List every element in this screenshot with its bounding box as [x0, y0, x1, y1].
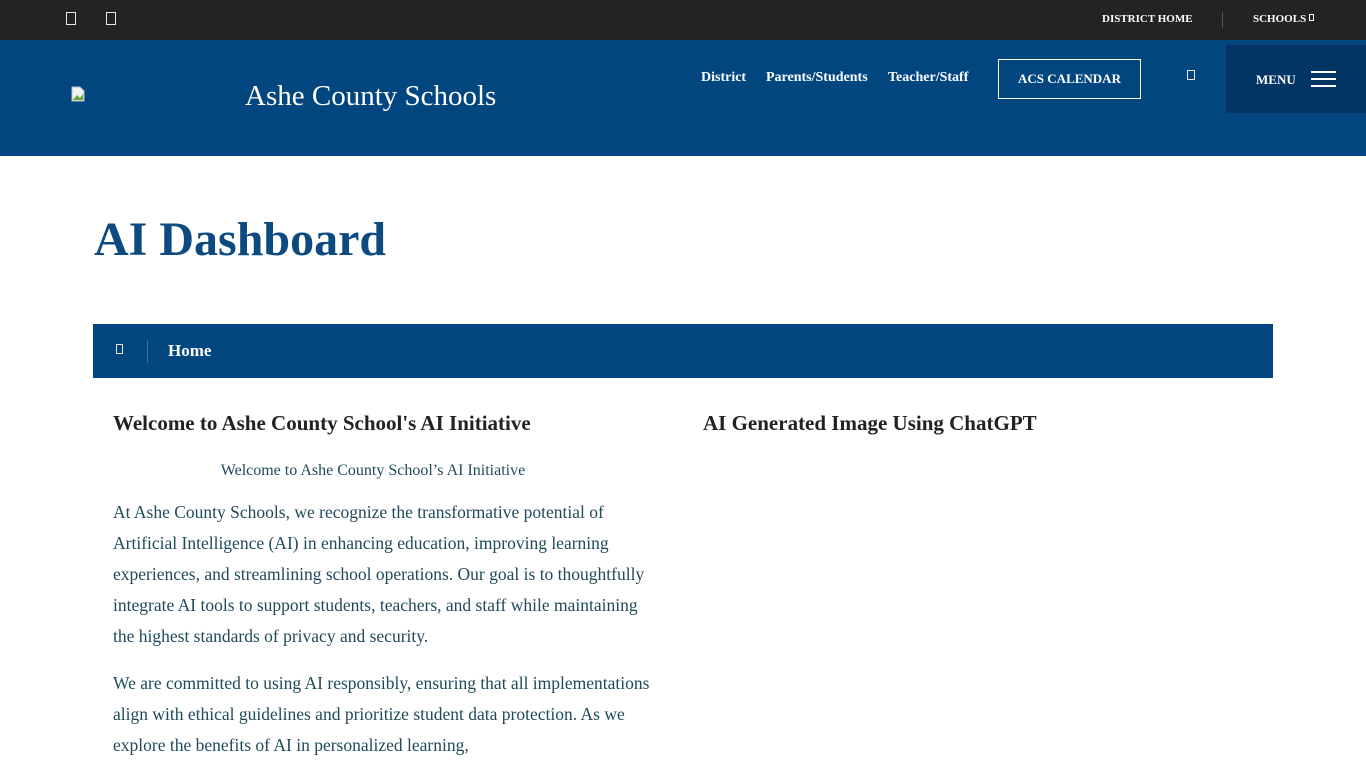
social-icon[interactable]: [106, 12, 116, 25]
nav-district[interactable]: District: [701, 70, 747, 85]
intro-paragraph: At Ashe County Schools, we recognize the transformative potential of Artificial Intelligence (AI) in enhancing education, improving learning experiences, and streamlining school operations. Our goal is to thoughtfully integrate AI tools to support students, teachers, and staff while maintaining the highest standards of privacy and security.: [113, 502, 645, 646]
search-icon[interactable]: [1187, 70, 1195, 80]
schools-dropdown[interactable]: [1253, 13, 1314, 25]
home-icon[interactable]: [116, 344, 123, 354]
menu-label: MENU: [1256, 72, 1296, 87]
ai-image-section: [703, 408, 1263, 439]
acs-calendar-button[interactable]: ACS CALENDAR: [998, 59, 1141, 99]
breadcrumb-current: Home: [168, 341, 212, 360]
district-home-link[interactable]: DISTRICT HOME: [1102, 13, 1193, 25]
welcome-subtitle: Welcome to Ashe County School’s AI Initiative: [220, 462, 526, 479]
site-title[interactable]: Ashe County Schools: [245, 80, 497, 112]
menu-button[interactable]: [1226, 45, 1366, 113]
broken-image-icon[interactable]: [70, 86, 86, 102]
nav-teacher-staff[interactable]: Teacher/Staff: [888, 70, 969, 85]
top-utility-bar: [0, 0, 1366, 40]
hamburger-icon: [1311, 71, 1336, 87]
site-header: [0, 40, 1366, 156]
breadcrumb: [93, 324, 1273, 378]
commitment-paragraph: We are committed to using AI responsibly, ensuring that all implementations align with ethical guidelines and prioritize student data protection. As we explore the benefits of AI in personalized learning,: [113, 673, 650, 755]
welcome-heading: Welcome to Ashe County School's AI Initiative: [113, 411, 531, 435]
social-icon[interactable]: [66, 12, 76, 25]
nav-parents-students[interactable]: Parents/Students: [766, 70, 868, 85]
topbar-divider: [1222, 12, 1223, 28]
dropdown-caret-icon: [1309, 14, 1314, 21]
breadcrumb-divider: [147, 340, 148, 363]
ai-image-heading: AI Generated Image Using ChatGPT: [703, 411, 1037, 435]
schools-label: SCHOOLS: [1253, 13, 1307, 25]
page-title: AI Dashboard: [94, 213, 387, 266]
welcome-section: [113, 408, 663, 761]
